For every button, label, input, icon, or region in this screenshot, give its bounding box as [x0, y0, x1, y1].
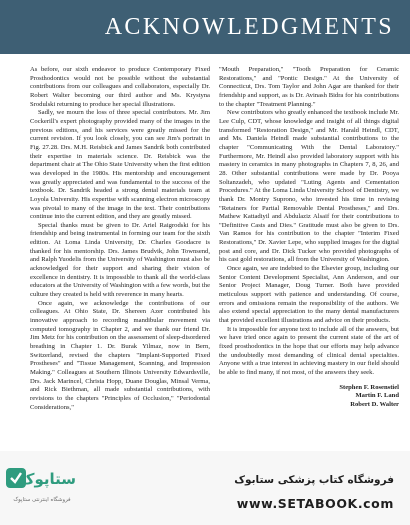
paragraph: Sadly, we mourn the loss of three special contributors. Mr. Jim Cockerill's expert photography provided many of the images in the previous editions, and his services were greatly missed for the current revision. If you look closely, you can see Jim's portrait in Fig. 27.28. Drs. M.H. Reisbick and James Sandrik both contributed their expertise in materials science. Dr. Reisbick was the department chair at The Ohio State University when the first edition was developed in the 1980s. His mentorship and encouragement was greatly appreciated and was fundamental to the success of the textbook. Dr. Sandrik headed a strong dental materials team at Loyola University. His expertise with scanning electron microscopy was pivotal to many of the image in the text. Their contributions continue into the current edition, and they are greatly missed.: [30, 109, 210, 221]
page-title: ACKNOWLEDGMENTS: [104, 14, 394, 40]
author-name: Martin F. Land: [355, 392, 399, 400]
paragraph: New contributors who greatly enhanced the textbook include Mr. Lee Culp, CDT, whose knowledge and insight of all things digital transformed "Restoration Design," and Mr. Harald Heindl, CDT, and Ms. Daniela Heindl made substantial contributions to the chapter "Communicating With the Dental Laboratory." Furthermore, Mr. Heindl also provided laboratory support with his mastery in ceramics in many photographs in Chapters 7, 8, 26, and 28. Other substantial contributions were made by Dr. Pooya Soltanzadeh, who updated "Luting Agents and Cementation Procedures." At the Loma Linda University School of Dentistry, we thank Dr. Montry Suprono, who invested his time in revising "Retainers for Partial Removable Dental Prostheses," and Drs. Mathew Kattadiyil and Abdulaziz Alsaif for their contributions to "Definitive Casts and Dies." Gratitude must also be given to Drs. Van Ramos for his contribution to the chapter "Interim Fixed Restorations," Dr. Xavier Lepe, who supplied images for the digital post and core, and Dr. Dick Tucker who provided photographs of his cast gold restorations, all from the University of Washington.: [219, 109, 399, 264]
paragraph: Special thanks must be given to Dr. Ariel Raigrodski for his friendship and being instrumental in forming our team for the sixth edition. At Loma Linda University, Dr. Charles Goodacre is thanked for his mentorship. Drs. James Brudvik, John Townsend, and Ralph Yuodelis from the University of Washington must also be acknowledged for their support and sharing their vision of excellence in dentistry. It is impossible to thank all the world-class educators at the University of Washington with a few words, but the culture they created is held with reverence in many hearts.: [30, 221, 210, 299]
paragraph: It is impossible for anyone text to include all of the answers, but we have tried once again to present the current state of the art of fixed prosthodontics in the hope that our efforts may help advance the undoubtedly most demanding of clinical dental specialties. Anyone with a true interest in achieving mastery in our field should be able to find many, if not most, of the answers they seek.: [219, 325, 399, 376]
paragraph: Once again, we acknowledge the contributions of our colleagues. At Ohio State, Dr. Shereen Azer contributed his innovative approach to recording mandibular movement via computed tomography in Chapter 2, and we thank our friend Dr. Jim Metz for his contribution on the assessment of sleep-disordered breathing in Chapter 1. Dr. Burak Yilmaz, now in Bern, Switzerland, revised the chapters "Implant-Supported Fixed Prostheses" and "Tissue Management, Scanning, and Impression Making." Colleagues at Southern Illinois University Edwardsville, Drs. Jack Marincel, Christa Hopp, Duane Douglas, Minsal Verma, and Rick Biethman, all made substantial contributions, with revisions to the chapters "Principles of Occlusion," "Periodontal Considerations,": [30, 299, 210, 411]
logo-subtitle: فروشگاه اینترنتی ستاپوک: [13, 497, 71, 503]
author-signatures: [219, 384, 399, 410]
author-name: Stephen F. Rosenstiel: [339, 383, 399, 391]
right-text-column: [219, 66, 399, 409]
setabook-logo: [4, 462, 80, 494]
store-name: فروشگاه کتاب پزشکی ستابوک: [234, 474, 394, 486]
paragraph: "Mouth Preparation," "Tooth Preparation for Ceramic Restorations," and "Pontic Design." At the University of Connecticut, Drs. Tom Taylor and John Agar are thanked for their friendship and support, as is Dr. Avinash Bidra for his contributions to the chapter "Treatment Planning.": [219, 66, 399, 108]
logo-wordmark: ستاپوک: [19, 470, 76, 488]
author-name: Robert D. Walter: [350, 400, 399, 408]
store-url-link[interactable]: www.SETABOOK.com: [236, 496, 394, 511]
paragraph: As before, our sixth endeavor to produce Contemporary Fixed Prosthodontics would not be possible without the substantial contributions from our colleagues and collaborators, especially Dr. Robert Walter becoming our third author and Ms. Krystyna Srodulski returning to produce her special illustrations.: [30, 66, 210, 108]
paragraph: Once again, we are indebted to the Elsevier group, including our Senior Content Development Specialist, Ann Anderson, and our Senior Project Manager, Doug Turner. Both have provided meticulous support with patience and understanding. Of course, errors and omissions remain the responsibility of the authors. We also extend special appreciation to the many dental manufacturers that provided excellent illustrations and advice on their products.: [219, 265, 399, 325]
left-text-column: [30, 66, 210, 412]
